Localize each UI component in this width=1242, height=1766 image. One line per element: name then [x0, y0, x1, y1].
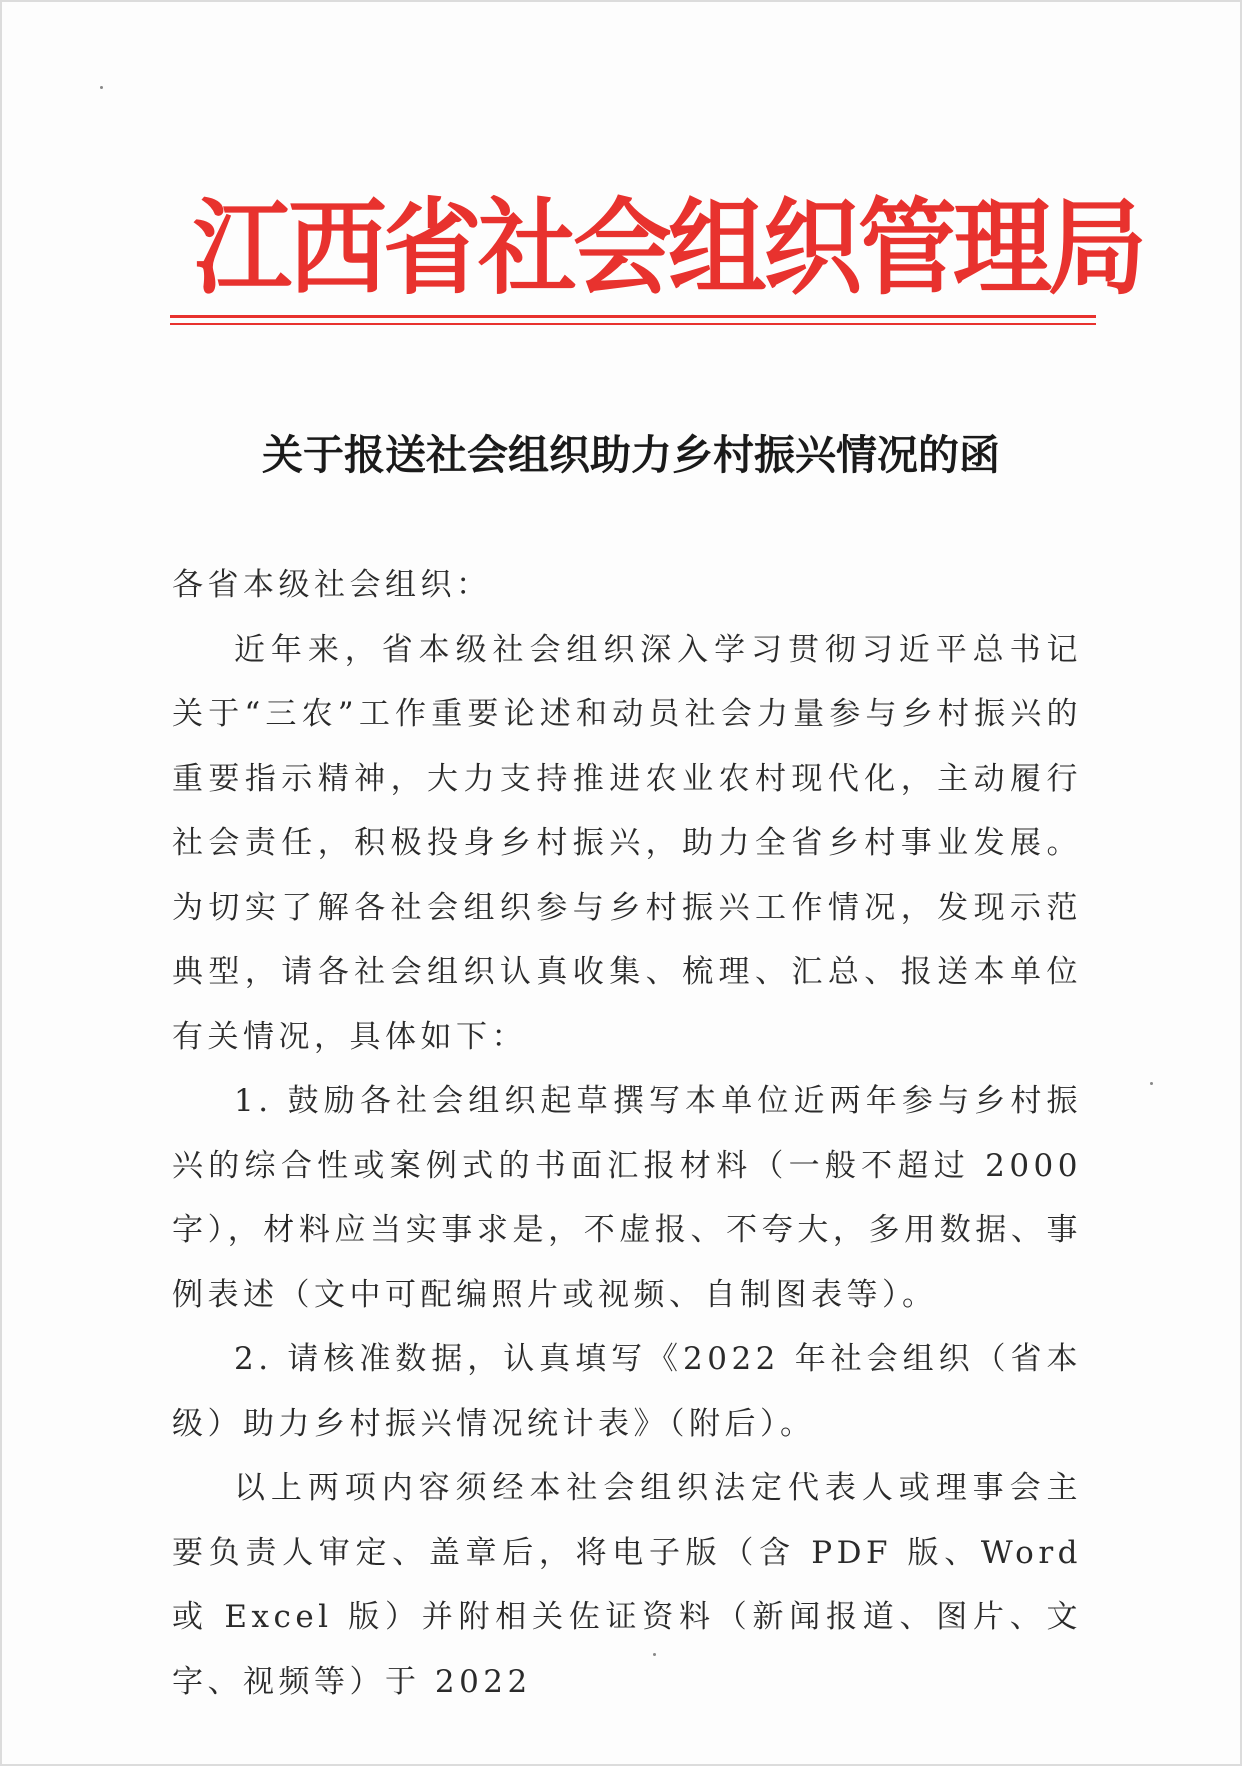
scan-speck: [1150, 1082, 1153, 1085]
document-body: [172, 553, 1082, 1714]
letterhead-title: 江西省社会组织管理局: [193, 187, 1144, 309]
paragraph-item-1: 1. 鼓励各社会组织起草撰写本单位近两年参与乡村振兴的综合性或案例式的书面汇报材料（一般不超过 2000 字），材料应当实事求是，不虚报、不夸大，多用数据、事例表述（文中可配编照片或视频、自制图表等）。: [172, 1083, 1082, 1313]
scan-speck: [100, 86, 103, 89]
paragraph-item-2: 2. 请核准数据，认真填写《2022 年社会组织（省本级）助力乡村振兴情况统计表》（附后）。: [172, 1341, 1082, 1442]
scan-speck: [653, 1653, 656, 1656]
paragraph-intro: 近年来，省本级社会组织深入学习贯彻习近平总书记关于“三农”工作重要论述和动员社会力量参与乡村振兴的重要指示精神，大力支持推进农业农村现代化，主动履行社会责任，积极投身乡村振兴，助力全省乡村事业发展。为切实了解各社会组织参与乡村振兴工作情况，发现示范典型，请各社会组织认真收集、梳理、汇总、报送本单位有关情况，具体如下：: [172, 631, 1082, 1055]
paragraph-submission: 以上两项内容须经本社会组织法定代表人或理事会主要负责人审定、盖章后，将电子版（含 PDF 版、Word 或 Excel 版）并附相关佐证资料（新闻报道、图片、文字、视频等）于 2022: [172, 1470, 1082, 1700]
salutation: 各省本级社会组织：: [172, 567, 492, 603]
document-title: 关于报送社会组织助力乡村振兴情况的函: [262, 431, 1000, 479]
letterhead-rule-thin: [170, 323, 1096, 325]
letterhead-rule-thick: [170, 315, 1096, 318]
